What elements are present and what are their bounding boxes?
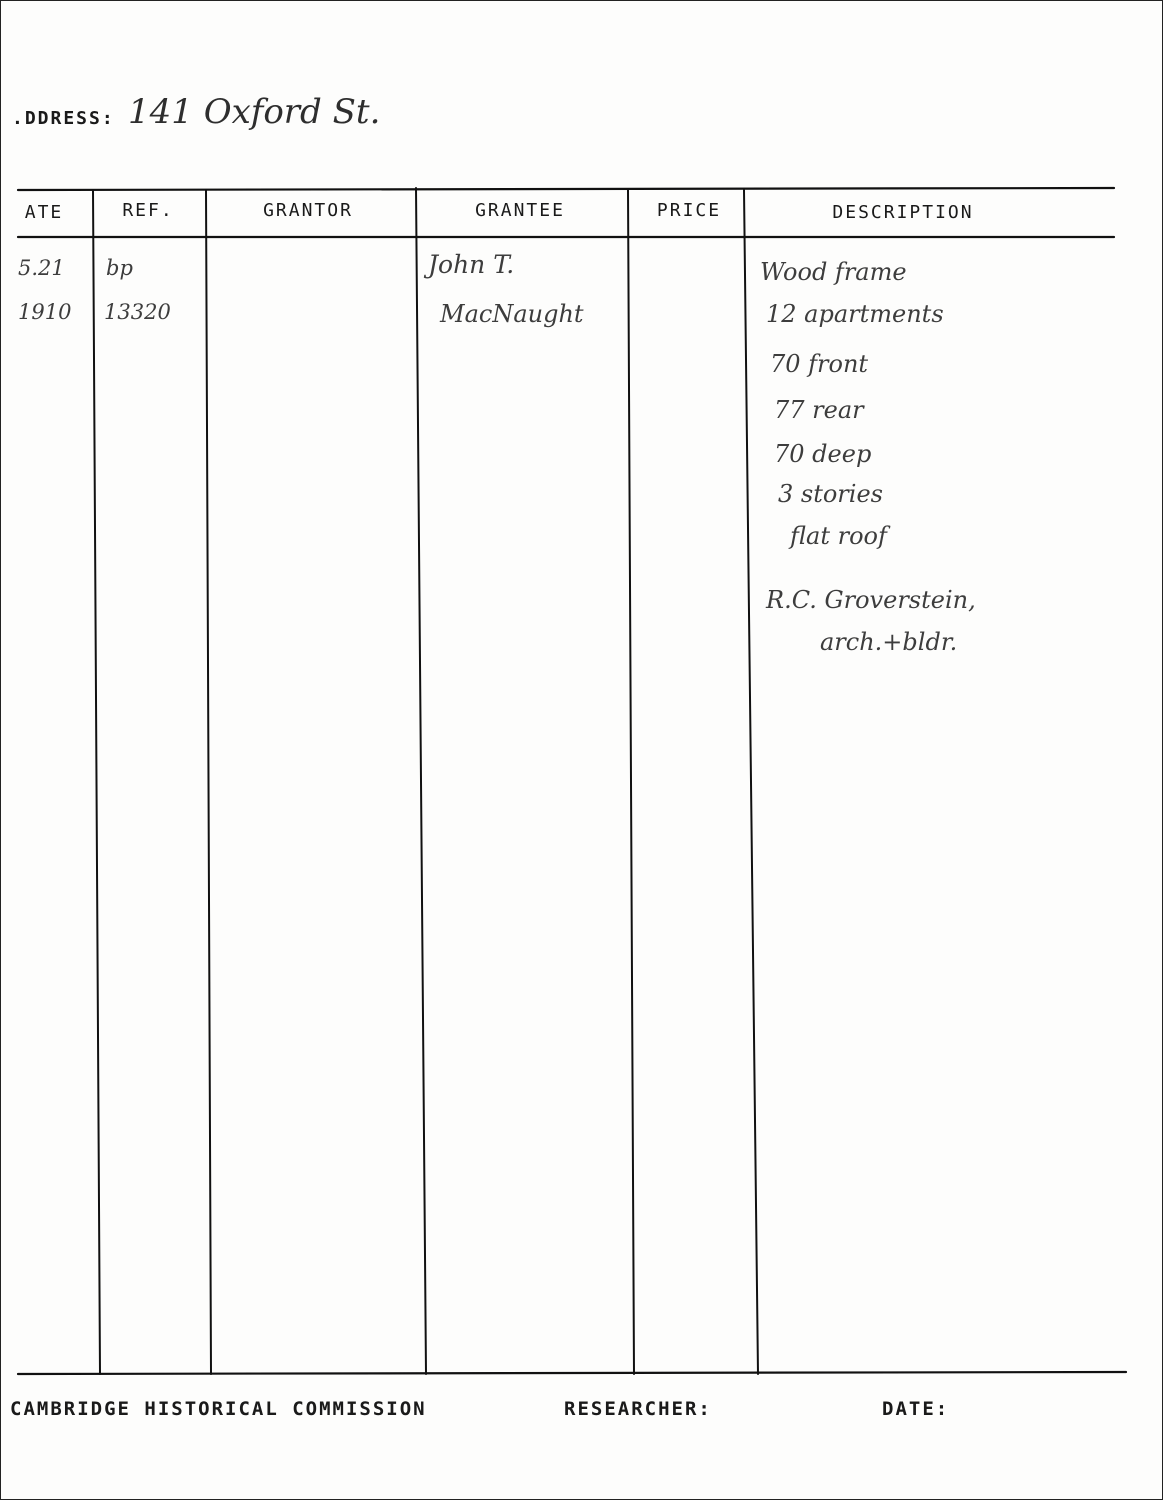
entry-description-line-8: R.C. Groverstein, bbox=[766, 586, 976, 614]
entry-date-line-2: 1910 bbox=[18, 300, 72, 324]
divider-grantee-price bbox=[628, 190, 634, 1374]
entry-description-line-6: 3 stories bbox=[778, 480, 883, 508]
entry-description-line-3: 70 front bbox=[770, 350, 869, 378]
entry-description-line-9: arch.+bldr. bbox=[820, 628, 958, 656]
footer-organization: CAMBRIDGE HISTORICAL COMMISSION bbox=[10, 1398, 427, 1420]
entry-description-line-2: 12 apartments bbox=[766, 300, 944, 328]
entry-ref-line-1: bp bbox=[106, 256, 133, 280]
footer-researcher-label: RESEARCHER: bbox=[564, 1398, 712, 1420]
entry-grantee-line-2: MacNaught bbox=[440, 300, 584, 328]
entry-description-line-1: Wood frame bbox=[760, 258, 907, 286]
column-header-ref: REF. bbox=[122, 200, 174, 221]
entry-description-line-4: 77 rear bbox=[774, 396, 864, 424]
column-header-price: PRICE bbox=[656, 200, 722, 221]
table-bottom-rule bbox=[18, 1372, 1126, 1374]
divider-date-ref bbox=[93, 190, 100, 1374]
entry-description-line-5: 70 deep bbox=[774, 440, 872, 468]
column-header-description: DESCRIPTION bbox=[832, 202, 974, 223]
entry-description-line-7: flat roof bbox=[790, 522, 887, 550]
column-header-grantor: GRANTOR bbox=[263, 200, 353, 221]
divider-ref-grantor bbox=[206, 190, 211, 1374]
column-header-date: ATE bbox=[24, 202, 64, 223]
entry-grantee-line-1: John T. bbox=[428, 250, 515, 279]
address-label: .DDRESS: bbox=[12, 108, 115, 129]
column-header-grantee: GRANTEE bbox=[475, 200, 565, 221]
entry-date-line-1: 5.21 bbox=[18, 256, 65, 280]
divider-grantor-grantee bbox=[416, 188, 426, 1374]
address-value: 141 Oxford St. bbox=[128, 92, 381, 132]
footer-date-label: DATE: bbox=[882, 1398, 950, 1420]
entry-ref-line-2: 13320 bbox=[104, 300, 171, 324]
table-top-rule bbox=[18, 188, 1114, 190]
divider-price-description bbox=[744, 190, 758, 1374]
